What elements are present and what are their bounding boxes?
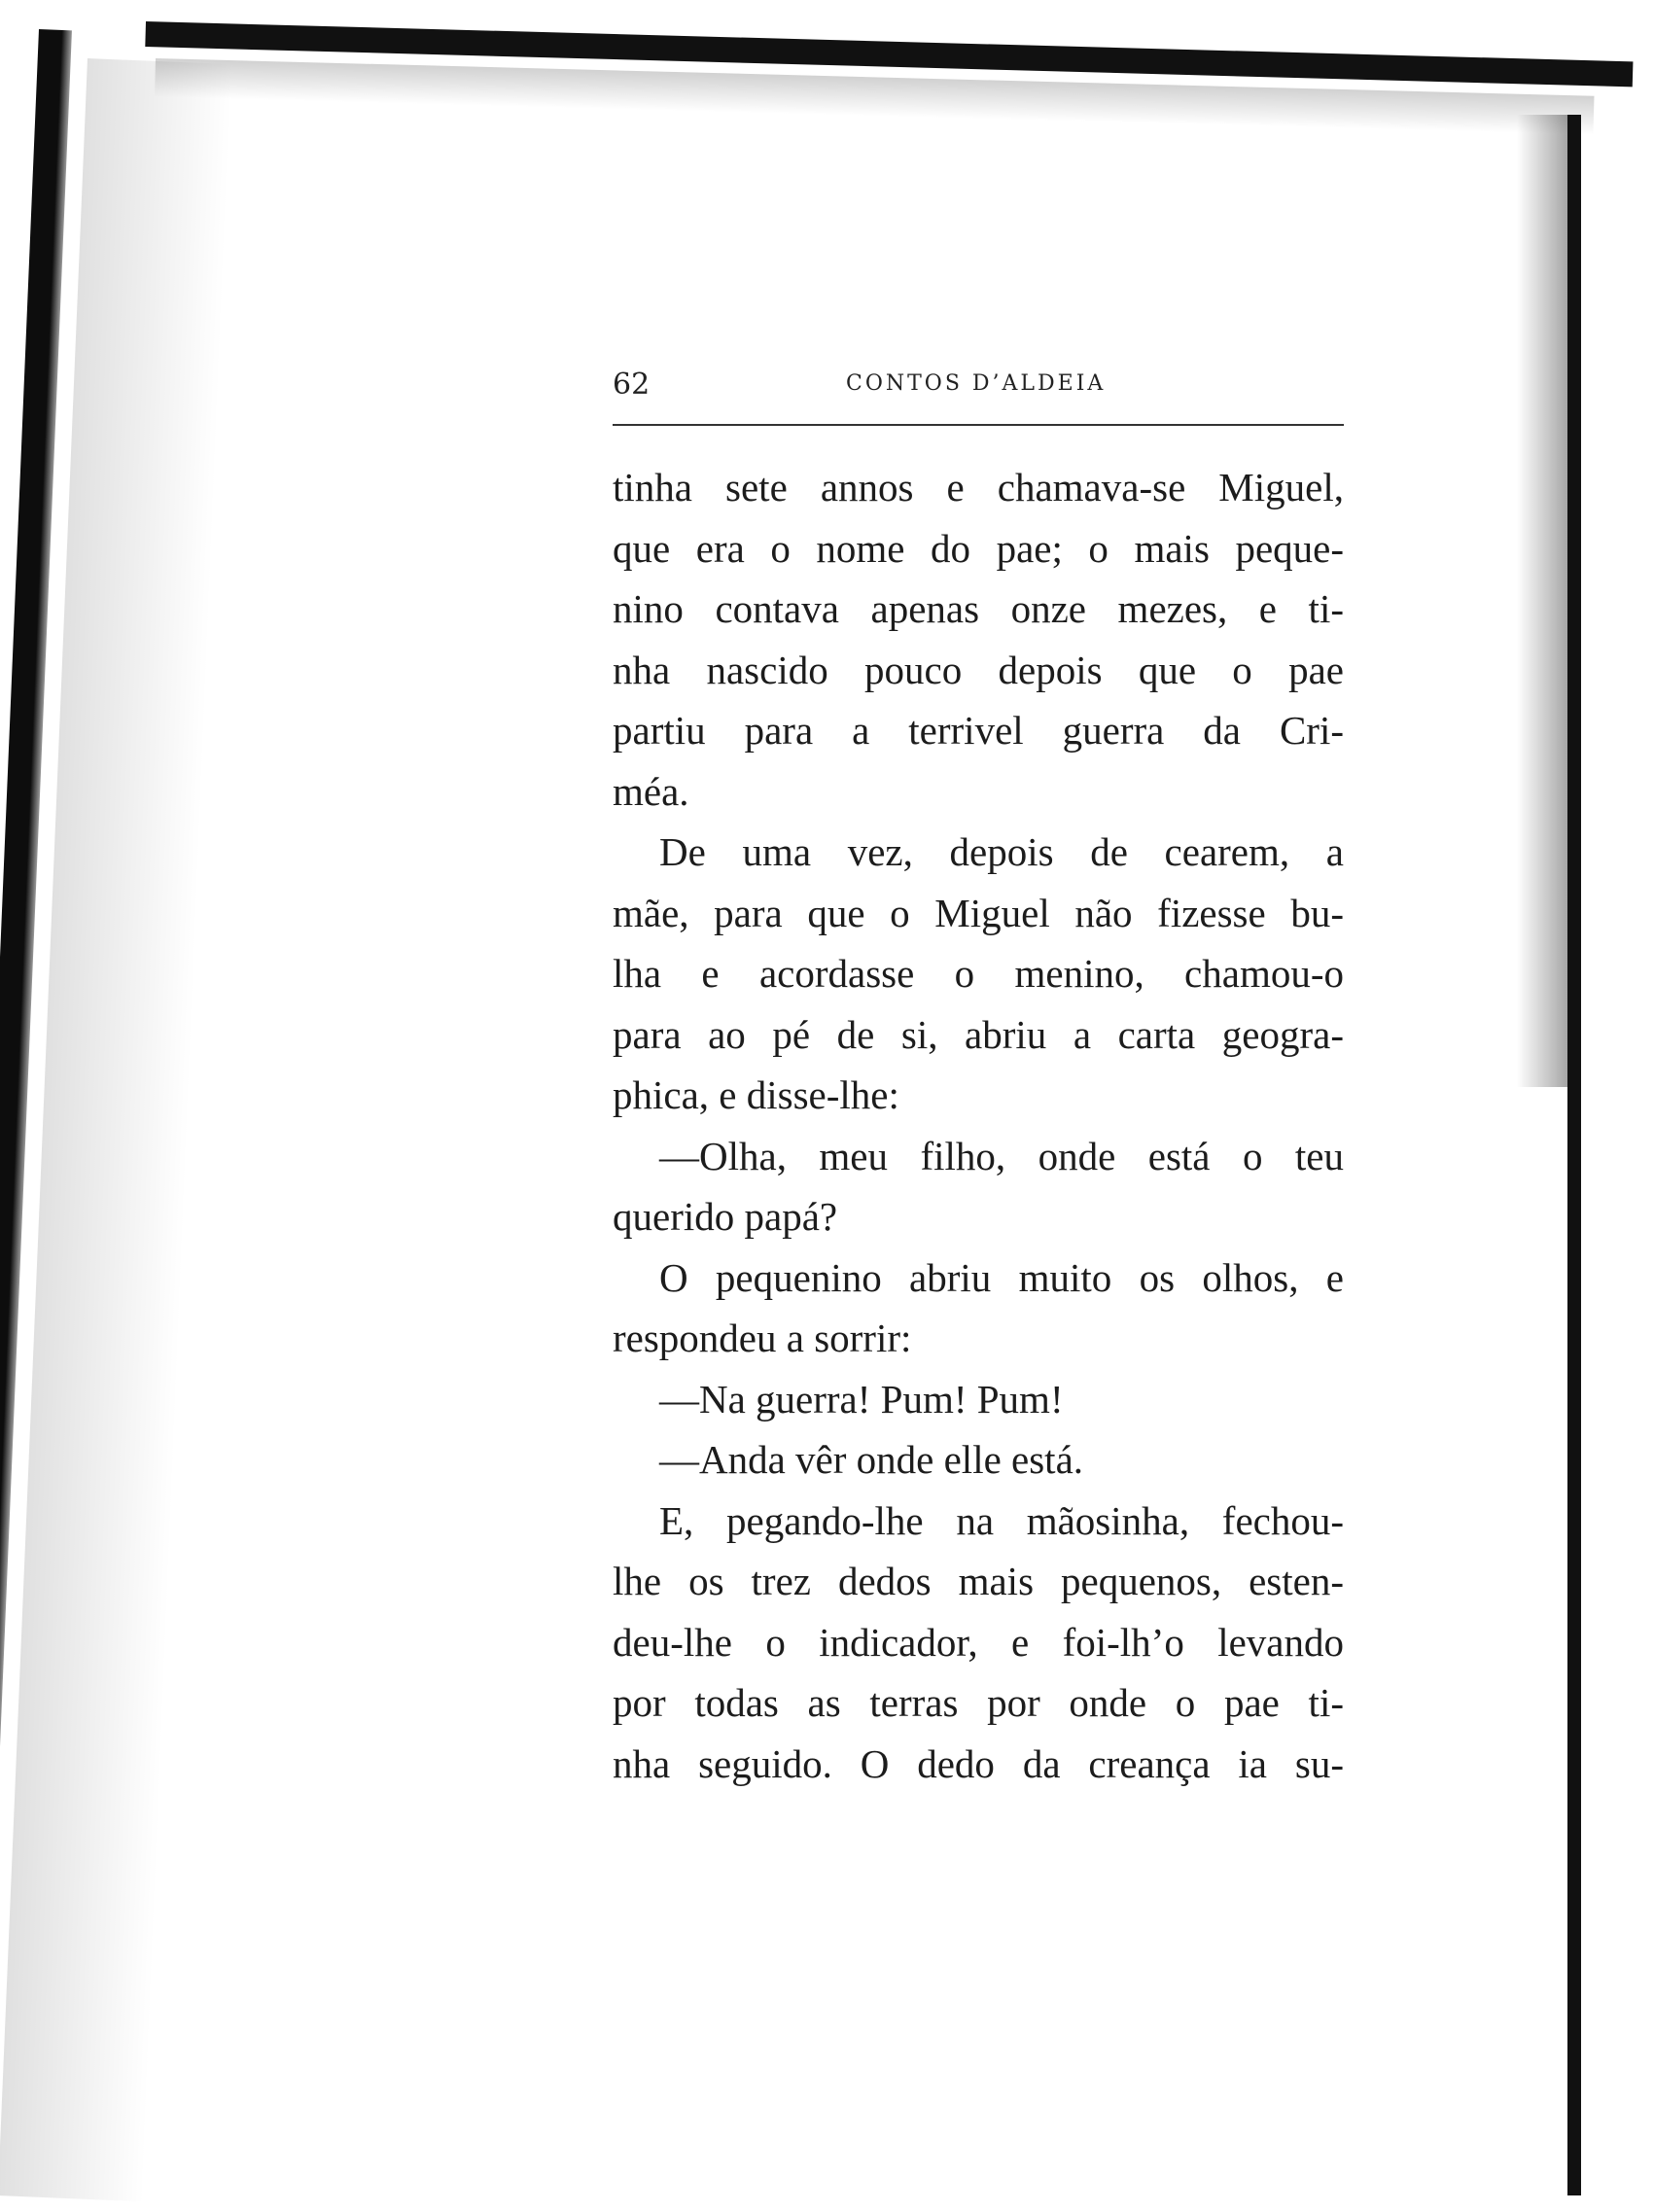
page-number: 62: [613, 368, 651, 402]
scan-right-shadow: [1517, 115, 1567, 1087]
text-line: lhe os trez dedos mais pequenos, esten-: [613, 1559, 1344, 1603]
body-text: [613, 457, 1344, 1794]
text-line: nino contava apenas onze mezes, e ti-: [613, 586, 1344, 631]
text-line: querido papá?: [613, 1194, 838, 1239]
text-line: —Olha, meu filho, onde está o teu: [659, 1133, 1344, 1178]
text-line: tinha sete annos e chamava-se Miguel,: [613, 465, 1344, 509]
text-line: De uma vez, depois de cearem, a: [659, 829, 1344, 874]
scan-right-edge: [1567, 115, 1581, 2195]
text-line: E, pegando-lhe na mãosinha, fechou-: [659, 1497, 1344, 1543]
text-line: mãe, para que o Miguel não fizesse bu-: [613, 890, 1344, 935]
text-line: O pequenino abriu muito os olhos, e: [659, 1254, 1344, 1300]
text-line: lha e acordasse o menino, chamou-o: [613, 951, 1344, 996]
text-line: nha seguido. O dedo da creança ia su-: [613, 1740, 1344, 1786]
text-line: deu-lhe o indicador, e foi-lh’o levando: [613, 1619, 1344, 1665]
text-line: respondeu a sorrir:: [613, 1316, 912, 1360]
running-head: [613, 368, 1344, 406]
text-line: —Anda vêr onde elle está.: [659, 1437, 1084, 1482]
text-line: por todas as terras por onde o pae ti-: [613, 1680, 1344, 1725]
text-line: phica, e disse-lhe:: [613, 1072, 899, 1117]
text-line: para ao pé de si, abriu a carta geogra-: [613, 1011, 1344, 1057]
text-line: nha nascido pouco depois que o pae: [613, 647, 1344, 692]
text-line: méa.: [613, 768, 689, 814]
text-line: que era o nome do pae; o mais peque-: [613, 525, 1344, 571]
text-line: partiu para a terrivel guerra da Cri-: [613, 708, 1344, 753]
header-rule: [613, 424, 1344, 426]
text-line: —Na guerra! Pum! Pum!: [659, 1376, 1064, 1422]
running-title: CONTOS D’ALDEIA: [846, 371, 1107, 396]
